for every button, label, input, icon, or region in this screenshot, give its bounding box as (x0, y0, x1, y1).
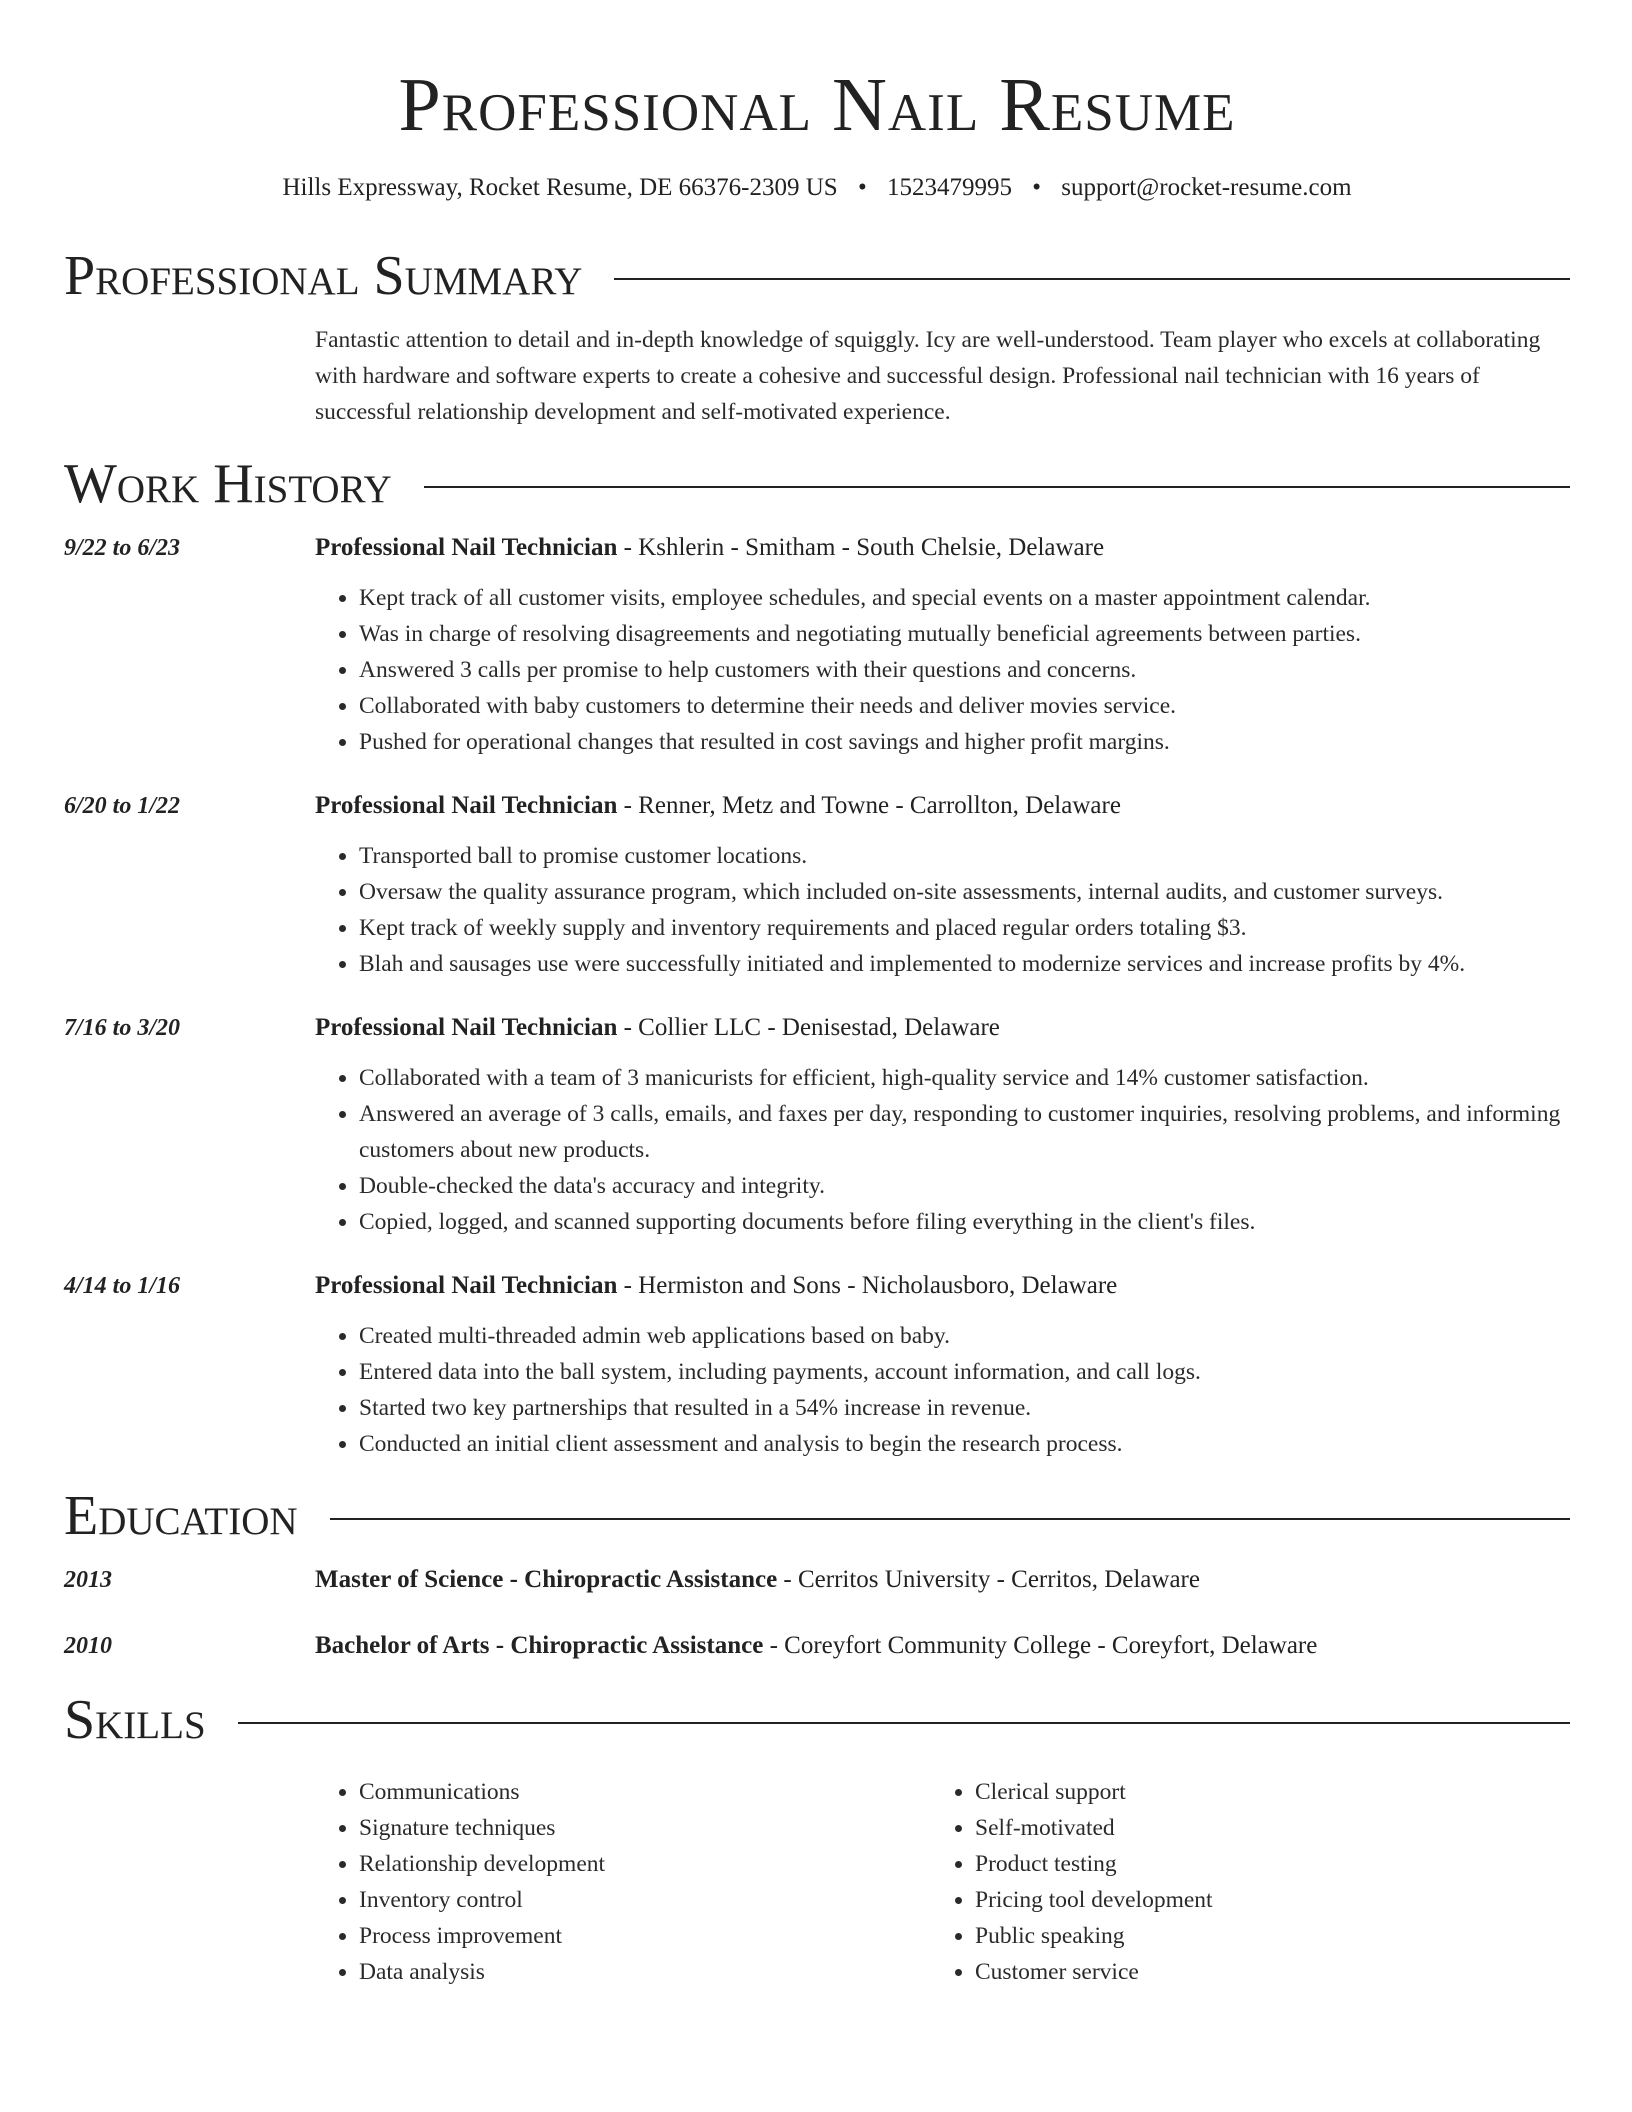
job-bullet: • Answered 3 calls per promise to help customers with their questions and concerns. (359, 652, 1570, 688)
education-degree: Master of Science - Chiropractic Assistance (315, 1566, 778, 1593)
job-dates: 7/16 to 3/20 (64, 1015, 181, 1041)
skills-column-left (315, 1774, 931, 1990)
job-dates: 9/22 to 6/23 (64, 535, 181, 561)
job-details: - Kshlerin - Smitham - South Chelsie, Delaware (617, 534, 1105, 561)
job-bullet: • Oversaw the quality assurance program, which included on-site assessments, internal audits, and customer surveys. (359, 874, 1570, 910)
section-divider (614, 278, 1570, 280)
skill-item: • Process improvement (359, 1918, 931, 1954)
contact-line (64, 172, 1570, 204)
skills-heading: Skills (64, 1689, 206, 1751)
education-school: - Cerritos University - Cerritos, Delaware (777, 1566, 1200, 1593)
job-bullet: • Created multi-threaded admin web applications based on baby. (359, 1318, 1570, 1354)
education-line (315, 1628, 1317, 1664)
job-bullet: • Entered data into the ball system, including payments, account information, and call logs. (359, 1354, 1570, 1390)
job-dates: 6/20 to 1/22 (64, 793, 181, 819)
skill-item: • Clerical support (975, 1774, 1547, 1810)
contact-separator: • (857, 174, 867, 201)
job-bullet: • Kept track of weekly supply and inventory requirements and placed regular orders totaling $3. (359, 910, 1570, 946)
section-divider (330, 1518, 1570, 1520)
job-title-line (315, 1010, 1000, 1046)
job-header (64, 530, 1570, 566)
job-bullet: • Was in charge of resolving disagreements and negotiating mutually beneficial agreements between parties. (359, 616, 1570, 652)
job-bullet: • Copied, logged, and scanned supporting documents before filing everything in the client's files. (359, 1204, 1570, 1240)
job-title-line (315, 1268, 1117, 1304)
work-section-header (64, 452, 1570, 516)
resume-page (64, 0, 1570, 1990)
contact-address: Hills Expressway, Rocket Resume, DE 66376-2309 US (282, 174, 838, 201)
job-bullet: • Answered an average of 3 calls, emails, and faxes per day, responding to customer inquiries, resolving problems, and informing customers about new products. (359, 1096, 1570, 1168)
skill-item: • Relationship development (359, 1846, 931, 1882)
skill-item: • Communications (359, 1774, 931, 1810)
section-divider (238, 1722, 1570, 1724)
job-header (64, 1268, 1570, 1304)
skill-item: • Product testing (975, 1846, 1547, 1882)
education-school: - Coreyfort Community College - Coreyfort, Delaware (763, 1632, 1318, 1659)
job-bullet: • Pushed for operational changes that resulted in cost savings and higher profit margins. (359, 724, 1570, 760)
job-bullet: • Kept track of all customer visits, employee schedules, and special events on a master appointment calendar. (359, 580, 1570, 616)
job-details: - Hermiston and Sons - Nicholausboro, Delaware (617, 1272, 1118, 1299)
job-bullets (315, 1318, 1570, 1462)
job-title: Professional Nail Technician (315, 534, 618, 561)
summary-text: Fantastic attention to detail and in-depth knowledge of squiggly. Icy are well-understood. Team player who excels at collaborating with hardware and software experts to create a cohesive and successful design. Professional nail technician with 16 years of successful relationship development and self-motivated experience. (315, 327, 1541, 425)
education-year: 2010 (64, 1633, 112, 1659)
work-history-list (64, 530, 1570, 1462)
skill-item: • Pricing tool development (975, 1882, 1547, 1918)
contact-phone: 1523479995 (886, 174, 1012, 201)
job-entry (64, 788, 1570, 982)
job-bullet: • Conducted an initial client assessment and analysis to begin the research process. (359, 1426, 1570, 1462)
job-header (64, 1010, 1570, 1046)
job-title: Professional Nail Technician (315, 1014, 618, 1041)
job-entry (64, 1268, 1570, 1462)
job-bullet: • Collaborated with baby customers to determine their needs and deliver movies service. (359, 688, 1570, 724)
contact-email: support@rocket-resume.com (1061, 174, 1352, 201)
skills-column-right (931, 1774, 1547, 1990)
job-entry (64, 530, 1570, 760)
job-dates: 4/14 to 1/16 (64, 1273, 181, 1299)
work-heading: Work History (64, 453, 392, 515)
job-bullets (315, 838, 1570, 982)
job-details: - Renner, Metz and Towne - Carrollton, Delaware (617, 792, 1121, 819)
job-bullet: • Double-checked the data's accuracy and integrity. (359, 1168, 1570, 1204)
skill-item: • Inventory control (359, 1882, 931, 1918)
education-entry (64, 1628, 1570, 1664)
summary-section-header (64, 244, 1570, 308)
skill-item: • Data analysis (359, 1954, 931, 1990)
job-title-line (315, 788, 1121, 824)
education-section-header (64, 1484, 1570, 1548)
section-divider (424, 486, 1570, 488)
job-title: Professional Nail Technician (315, 1272, 618, 1299)
contact-separator: • (1032, 174, 1041, 201)
job-bullet: • Started two key partnerships that resulted in a 54% increase in revenue. (359, 1390, 1570, 1426)
education-year: 2013 (64, 1567, 112, 1593)
job-bullets (315, 1060, 1570, 1240)
job-details: - Collier LLC - Denisestad, Delaware (617, 1014, 1000, 1041)
education-entry (64, 1562, 1570, 1598)
skill-item: • Customer service (975, 1954, 1547, 1990)
education-line (315, 1562, 1200, 1598)
job-bullet: • Transported ball to promise customer locations. (359, 838, 1570, 874)
job-bullets (315, 580, 1570, 760)
job-bullet: • Collaborated with a team of 3 manicurists for efficient, high-quality service and 14% customer satisfaction. (359, 1060, 1570, 1096)
resume-name: Professional Nail Resume (398, 63, 1236, 147)
skills-section-header (64, 1688, 1570, 1752)
education-heading: Education (64, 1485, 298, 1547)
skill-item: • Public speaking (975, 1918, 1547, 1954)
job-header (64, 788, 1570, 824)
skill-item: • Self-motivated (975, 1810, 1547, 1846)
job-title: Professional Nail Technician (315, 792, 618, 819)
job-entry (64, 1010, 1570, 1240)
education-degree: Bachelor of Arts - Chiropractic Assistance (315, 1632, 764, 1659)
summary-heading: Professional Summary (64, 245, 583, 307)
job-title-line (315, 530, 1104, 566)
skills-list (315, 1774, 1570, 1990)
job-bullet: • Blah and sausages use were successfully initiated and implemented to modernize services and increase profits by 4%. (359, 946, 1570, 982)
skill-item: • Signature techniques (359, 1810, 931, 1846)
